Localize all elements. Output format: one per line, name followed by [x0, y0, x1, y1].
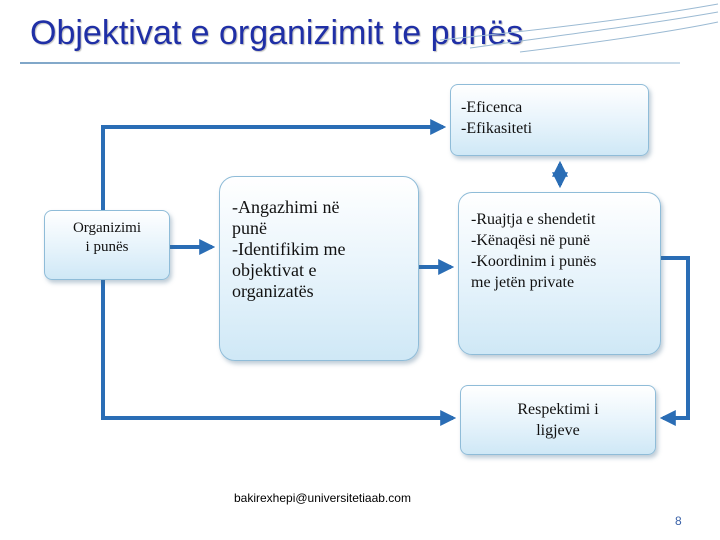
box-organizimi — [44, 210, 170, 280]
page-number: 8 — [675, 514, 682, 528]
box-angazhimi-text: -Angazhimi në punë -Identifikim me objektivat e organizatës — [232, 197, 346, 301]
slide-title: Objektivat e organizimit te punës — [30, 14, 524, 52]
box-respektimi — [460, 385, 656, 455]
box-ruajtja — [458, 192, 661, 355]
box-eficenca-text: -Eficenca -Efikasiteti — [461, 99, 533, 137]
box-eficenca — [450, 84, 649, 156]
corner-swoosh — [440, 4, 718, 40]
box-angazhimi — [219, 176, 419, 361]
box-respektimi-text: Respektimi i ligjeve — [517, 401, 599, 439]
author-email: bakirexhepi@universitetiaab.com — [234, 491, 411, 505]
arrow-ruajtja-to-respektimi — [661, 258, 688, 418]
box-organizimi-text: Organizimi i punës — [72, 220, 142, 255]
box-ruajtja-text: -Ruajtja e shendetit -Kënaqësi në punë -Koordinim i punës me jetën private — [471, 211, 597, 291]
